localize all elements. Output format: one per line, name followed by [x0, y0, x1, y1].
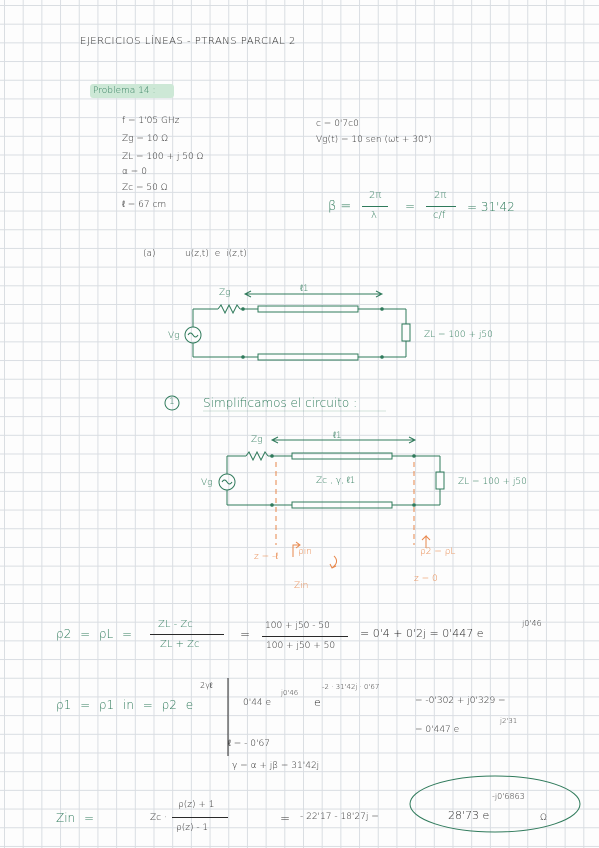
- z-in-label: Zin: [294, 581, 309, 591]
- part-a-label: (a): [143, 249, 156, 259]
- given-alpha: α = 0: [122, 167, 147, 177]
- rho2-lhs: ρ2 = ρL =: [56, 627, 133, 641]
- zin-lhs: Zin =: [56, 811, 95, 825]
- zin-result: - 22'17 - 18'27j =: [300, 812, 379, 822]
- rho1-mid-exp1: j0'46: [281, 689, 299, 697]
- beta-frac2-bar: [426, 206, 456, 207]
- rho2-den2: 100 + j50 + 50: [266, 641, 336, 651]
- zin-bar: [172, 817, 228, 818]
- given-zc: Zc = 50 Ω: [122, 183, 168, 193]
- rho2-num2: 100 + j50 - 50: [265, 621, 330, 631]
- zin-num: ρ(z) + 1: [178, 800, 215, 810]
- beta-frac2-num: 2π: [434, 190, 447, 201]
- rho2-bar2: [262, 636, 348, 637]
- z-left-marker: z = -ℓ: [254, 552, 279, 562]
- beta-frac1-num: 2π: [369, 190, 382, 201]
- given-zl: ZL = 100 + j 50 Ω: [122, 152, 204, 162]
- beta-frac1-bar: [362, 206, 388, 207]
- beta-result: = 31'42: [467, 200, 515, 214]
- circuit1-vg: Vg: [168, 331, 180, 341]
- circuit2-vg: Vg: [201, 478, 213, 488]
- rho2-num1: ZL - Zc: [158, 619, 193, 630]
- given-freq: f = 1'05 GHz: [122, 116, 180, 126]
- step1-text: Simplificamos el circuito :: [203, 396, 358, 410]
- rho1-mid: 0'44 e: [243, 698, 272, 708]
- part-a-text: u(z,t) e i(z,t): [185, 249, 247, 259]
- circuit2-zg: Zg: [251, 435, 263, 445]
- rho1-exp: 2γℓ: [200, 681, 213, 690]
- circuit1-load: ZL = 100 + j50: [424, 330, 493, 340]
- beta-eq: =: [405, 199, 416, 213]
- rho1-mid-exp2: -2 · 31'42j · 0'67: [322, 683, 380, 691]
- rho1-cond2: γ = α + jβ = 31'42j: [232, 761, 320, 771]
- rho1-result1: = -0'302 + j0'329 =: [415, 696, 506, 706]
- zin-unit: Ω: [540, 813, 547, 823]
- rho2-den1: ZL + Zc: [160, 639, 200, 650]
- rho2-exp: j0'46: [522, 619, 542, 628]
- beta-frac1-den: λ: [371, 210, 377, 221]
- beta-lhs: β =: [328, 199, 352, 214]
- rho2-result: = 0'4 + 0'2j = 0'447 e: [360, 627, 484, 640]
- zin-eq: =: [280, 811, 291, 825]
- z-right-marker: z = 0: [414, 574, 438, 584]
- rho1-mid-e: e: [314, 696, 321, 709]
- rho1-lhs: ρ1 = ρ1 in = ρ2 e: [56, 698, 194, 712]
- given-c: c = 0'7c0: [316, 119, 359, 129]
- zin-boxed: 28'73 e: [448, 809, 490, 822]
- circuit2-params: Zc , γ, ℓ1: [316, 476, 356, 486]
- circuit2-load: ZL = 100 + j50: [458, 477, 527, 487]
- rho2-label: ρ2 = ρL: [420, 547, 456, 557]
- rho1-cond1: ℓ = - 0'67: [228, 739, 270, 749]
- rho-in-label: ρin: [298, 547, 312, 557]
- zin-zc: Zc ·: [150, 813, 167, 823]
- beta-frac2-den: c/f: [433, 210, 446, 221]
- rho1-result2: = 0'447 e: [415, 725, 460, 735]
- page-title: EJERCICIOS LÍNEAS - PTRANS PARCIAL 2: [80, 36, 296, 47]
- zin-boxed-exp: -j0'6863: [492, 792, 525, 801]
- circuit1-zg: Zg: [219, 288, 231, 298]
- circuit1-length: ℓ1: [300, 284, 309, 294]
- circuit2-length: ℓ1: [333, 431, 342, 441]
- rho2-eq: =: [240, 627, 251, 641]
- problem-label: Problema 14 :: [93, 86, 156, 96]
- given-vg: Vg(t) = 10 sen (ωt + 30°): [316, 135, 432, 145]
- given-length: ℓ = 67 cm: [122, 200, 167, 210]
- step1-number: 1: [169, 397, 175, 407]
- zin-den: ρ(z) - 1: [176, 823, 209, 833]
- rho2-bar1: [150, 634, 224, 635]
- rho1-result2-exp: j2'31: [500, 717, 518, 725]
- given-zg: Zg = 10 Ω: [122, 134, 169, 144]
